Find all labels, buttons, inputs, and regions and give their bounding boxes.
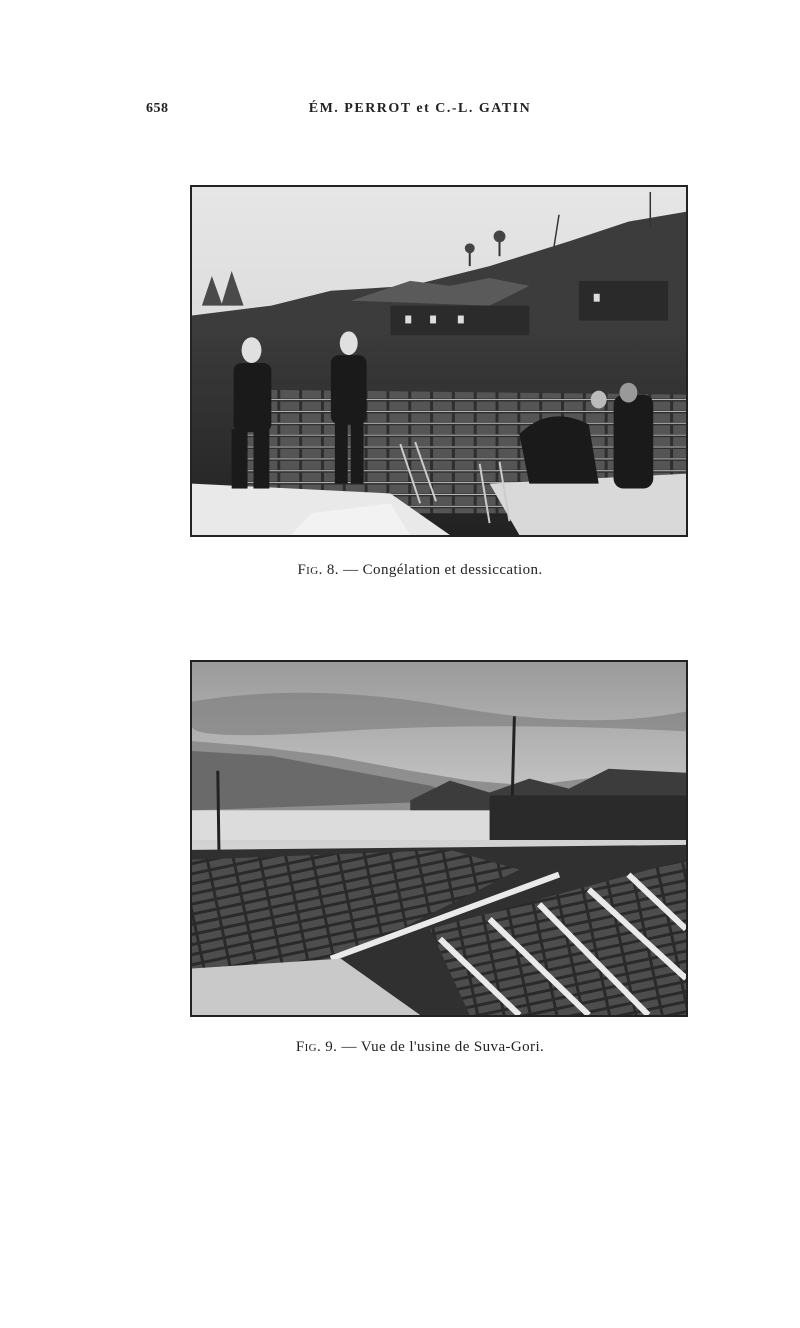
figure-8-number: Fig. 8.	[297, 562, 339, 578]
figure-9-number: Fig. 9.	[295, 1039, 338, 1055]
figure-9-dash: —	[341, 1039, 357, 1055]
figure-9-caption	[0, 1039, 800, 1056]
page-number: 658	[146, 101, 169, 116]
figure-8-caption	[0, 562, 800, 579]
running-title: ÉM. PERROT et C.-L. GATIN	[308, 101, 532, 116]
figure-9-photo	[190, 660, 688, 1017]
figure-9-caption-text: Vue de l'usine de Suva-Gori.	[360, 1039, 545, 1055]
frozen-drying-photo	[192, 187, 686, 535]
figure-8-dash: —	[343, 562, 359, 578]
factory-view-photo	[192, 662, 686, 1015]
figure-8-photo	[190, 185, 688, 537]
figure-8-caption-text: Congélation et dessiccation.	[362, 562, 543, 578]
